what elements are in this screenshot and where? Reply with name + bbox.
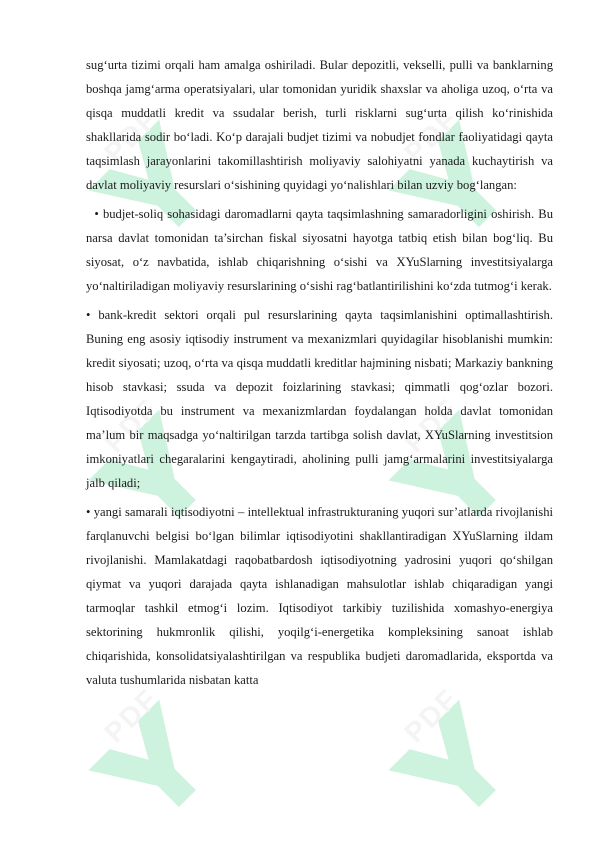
watermark-text: PDF (98, 682, 165, 749)
watermark-text: PDF (398, 102, 465, 169)
watermark-text: PDF (398, 682, 465, 749)
paragraph-bullet-budget: • budjet-soliq sohasidagi daromadlarni qayta taqsimlashning samaradorligini oshirish. Bu narsa davlat tomonidan ta’sirchan fiskal siyosatni hayotga tatbiq etish bilan bog‘liq. Bu siyosat, o‘z navbatida, ishlab chiqarishning o‘sishi va XYuSlarning investitsiyalarga yo‘naltiriladigan moliyaviy resurslarining o‘sishi rag‘batlantirilishini ko‘zda tutmog‘i kerak. (86, 207, 557, 293)
watermark-text: PDF (398, 392, 465, 459)
watermark-text: PDF (98, 102, 165, 169)
paragraph-bullet-new-economy: • yangi samarali iqtisodiyotni – intellektual infrastrukturaning yuqori sur’atlarda rivojlanishi farqlanuvchi belgisi bo‘lgan bilimlar iqtisodiyotini shakllantiradigan XYuSlarning ildam rivojlanishi. Mamlakatdagi raqobatbardosh iqtisodiyotning yadrosini yuqori qo‘shilgan qiymat va yuqori darajada qayta ishlanadigan mahsulotlar ishlab chiqaradigan yangi tarmoqlar tashkil etmog‘i lozim. Iqtisodiyot tarkibiy tuzilishida xomashyo-energiya sektorining hukmronlik qilishi, yoqilg‘i-energetika kompleksining sanoat ishlab chiqarishida, konsolidatsiyalashtirilgan va respublika budjeti daromadlarida, eksportda va valuta tushumlarida nisbatan katta (86, 505, 553, 687)
watermark-text: PDF (98, 392, 165, 459)
document-body (86, 53, 557, 697)
paragraph-bullet-bank-credit: • bank-kredit sektori orqali pul resurslarining qayta taqsimlanishini optimallashtirish. Buning eng asosiy iqtisodiy instrument va mexanizmlari quyidagilar hisoblanishi mumkin: kredit siyosati; uzoq, o‘rta va qisqa muddatli kreditlar hajmining nisbati; Markaziy bankning hisob stavkasi; ssuda va depozit foizlarining stavkasi; qimmatli qog‘ozlar bozori. Iqtisodiyotda bu instrument va mexanizmlardan foydalangan holda davlat tomonidan ma’lum bir maqsadga yo‘naltirilgan tarzda tartibga solish davlat, XYuSlarning investitsion imkoniyatlari chegaralarini kengaytiradi, aholining pulli jamg‘armalarini investitsiyalarga jalb qiladi; (86, 308, 553, 490)
paragraph-intro: sug‘urta tizimi orqali ham amalga oshiriladi. Bular depozitli, vekselli, pulli va banklarning boshqa jamg‘arma operatsiyalari, ular tomonidan yuridik shaxslar va aholiga uzoq, o‘rta va qisqa muddatli kredit va ssudalar berish, turli risklarni sug‘urta qilish ko‘rinishida shakllarida sodir bo‘ladi. Ko‘p darajali budjet tizimi va nobudjet fondlar faoliyatidagi qayta taqsimlash jarayonlarini takomillashtirish moliyaviy salohiyatni yanada kuchaytirish va davlat moliyaviy resurslari o‘sishining quyidagi yo‘nalishlari bilan uzviy bog‘langan: (86, 58, 553, 192)
